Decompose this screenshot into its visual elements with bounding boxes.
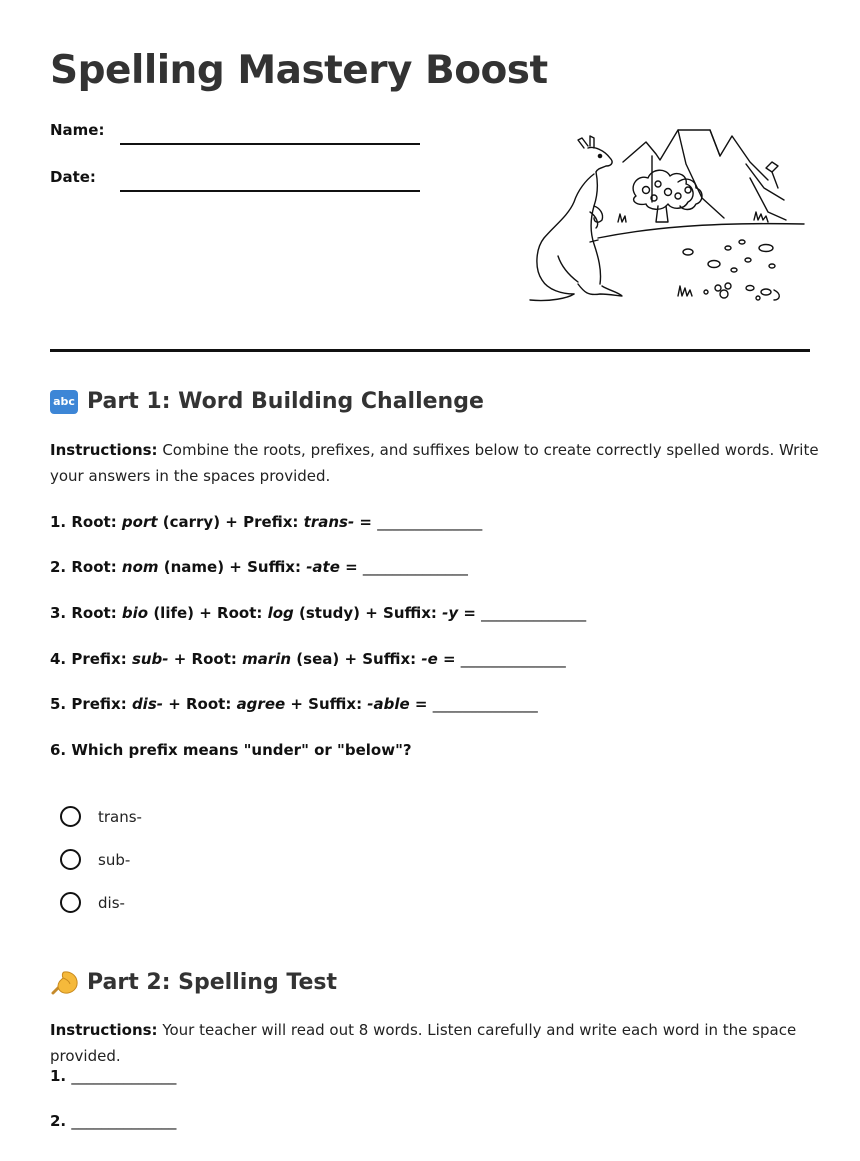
instructions-label: Instructions: xyxy=(50,441,158,459)
spelling-item-2: 2. ______________ xyxy=(50,1112,177,1130)
option-label: sub- xyxy=(98,850,131,869)
part2-instructions xyxy=(50,1017,820,1069)
part2-title-text: Part 2: Spelling Test xyxy=(87,969,337,995)
name-label: Name: xyxy=(50,121,105,139)
question-5: 5. Prefix: dis- + Root: agree + Suffix: -able = ______________ xyxy=(50,695,538,713)
option-label: trans- xyxy=(98,807,142,826)
kangaroo-landscape-illustration xyxy=(528,124,810,306)
option-sub[interactable] xyxy=(60,849,130,870)
question-1: 1. Root: port (carry) + Prefix: trans- = ______________ xyxy=(50,513,483,531)
instructions-label: Instructions: xyxy=(50,1021,158,1039)
writing-hand-icon xyxy=(50,968,80,996)
abc-icon: abc xyxy=(50,390,78,414)
radio-button[interactable] xyxy=(60,849,81,870)
question-2: 2. Root: nom (name) + Suffix: -ate = ______________ xyxy=(50,558,468,576)
instructions-text: Combine the roots, prefixes, and suffixes below to create correctly spelled words. Write your answers in the spaces provided. xyxy=(50,441,819,485)
date-label: Date: xyxy=(50,168,96,186)
date-line[interactable] xyxy=(120,190,420,192)
name-line[interactable] xyxy=(120,143,420,145)
part1-title-text: Part 1: Word Building Challenge xyxy=(87,389,484,414)
radio-button[interactable] xyxy=(60,892,81,913)
part2-title xyxy=(50,968,337,996)
part1-instructions xyxy=(50,437,820,489)
question-4: 4. Prefix: sub- + Root: marin (sea) + Suffix: -e = ______________ xyxy=(50,650,566,668)
question-3: 3. Root: bio (life) + Root: log (study) + Suffix: -y = ______________ xyxy=(50,604,587,622)
header-divider xyxy=(50,349,810,352)
option-dis[interactable] xyxy=(60,892,125,913)
answer-blank[interactable]: ______________ xyxy=(71,1112,177,1130)
answer-blank[interactable]: ______________ xyxy=(432,695,538,713)
answer-blank[interactable]: ______________ xyxy=(481,604,587,622)
spelling-item-1: 1. ______________ xyxy=(50,1067,177,1085)
option-label: dis- xyxy=(98,893,125,912)
part1-title xyxy=(50,389,484,414)
answer-blank[interactable]: ______________ xyxy=(71,1067,177,1085)
question-6: 6. Which prefix means "under" or "below"? xyxy=(50,741,412,759)
answer-blank[interactable]: ______________ xyxy=(377,513,483,531)
instructions-text: Your teacher will read out 8 words. Listen carefully and write each word in the space provided. xyxy=(50,1021,797,1065)
radio-button[interactable] xyxy=(60,806,81,827)
option-trans[interactable] xyxy=(60,806,142,827)
page-title: Spelling Mastery Boost xyxy=(50,48,548,93)
answer-blank[interactable]: ______________ xyxy=(362,558,468,576)
answer-blank[interactable]: ______________ xyxy=(460,650,566,668)
